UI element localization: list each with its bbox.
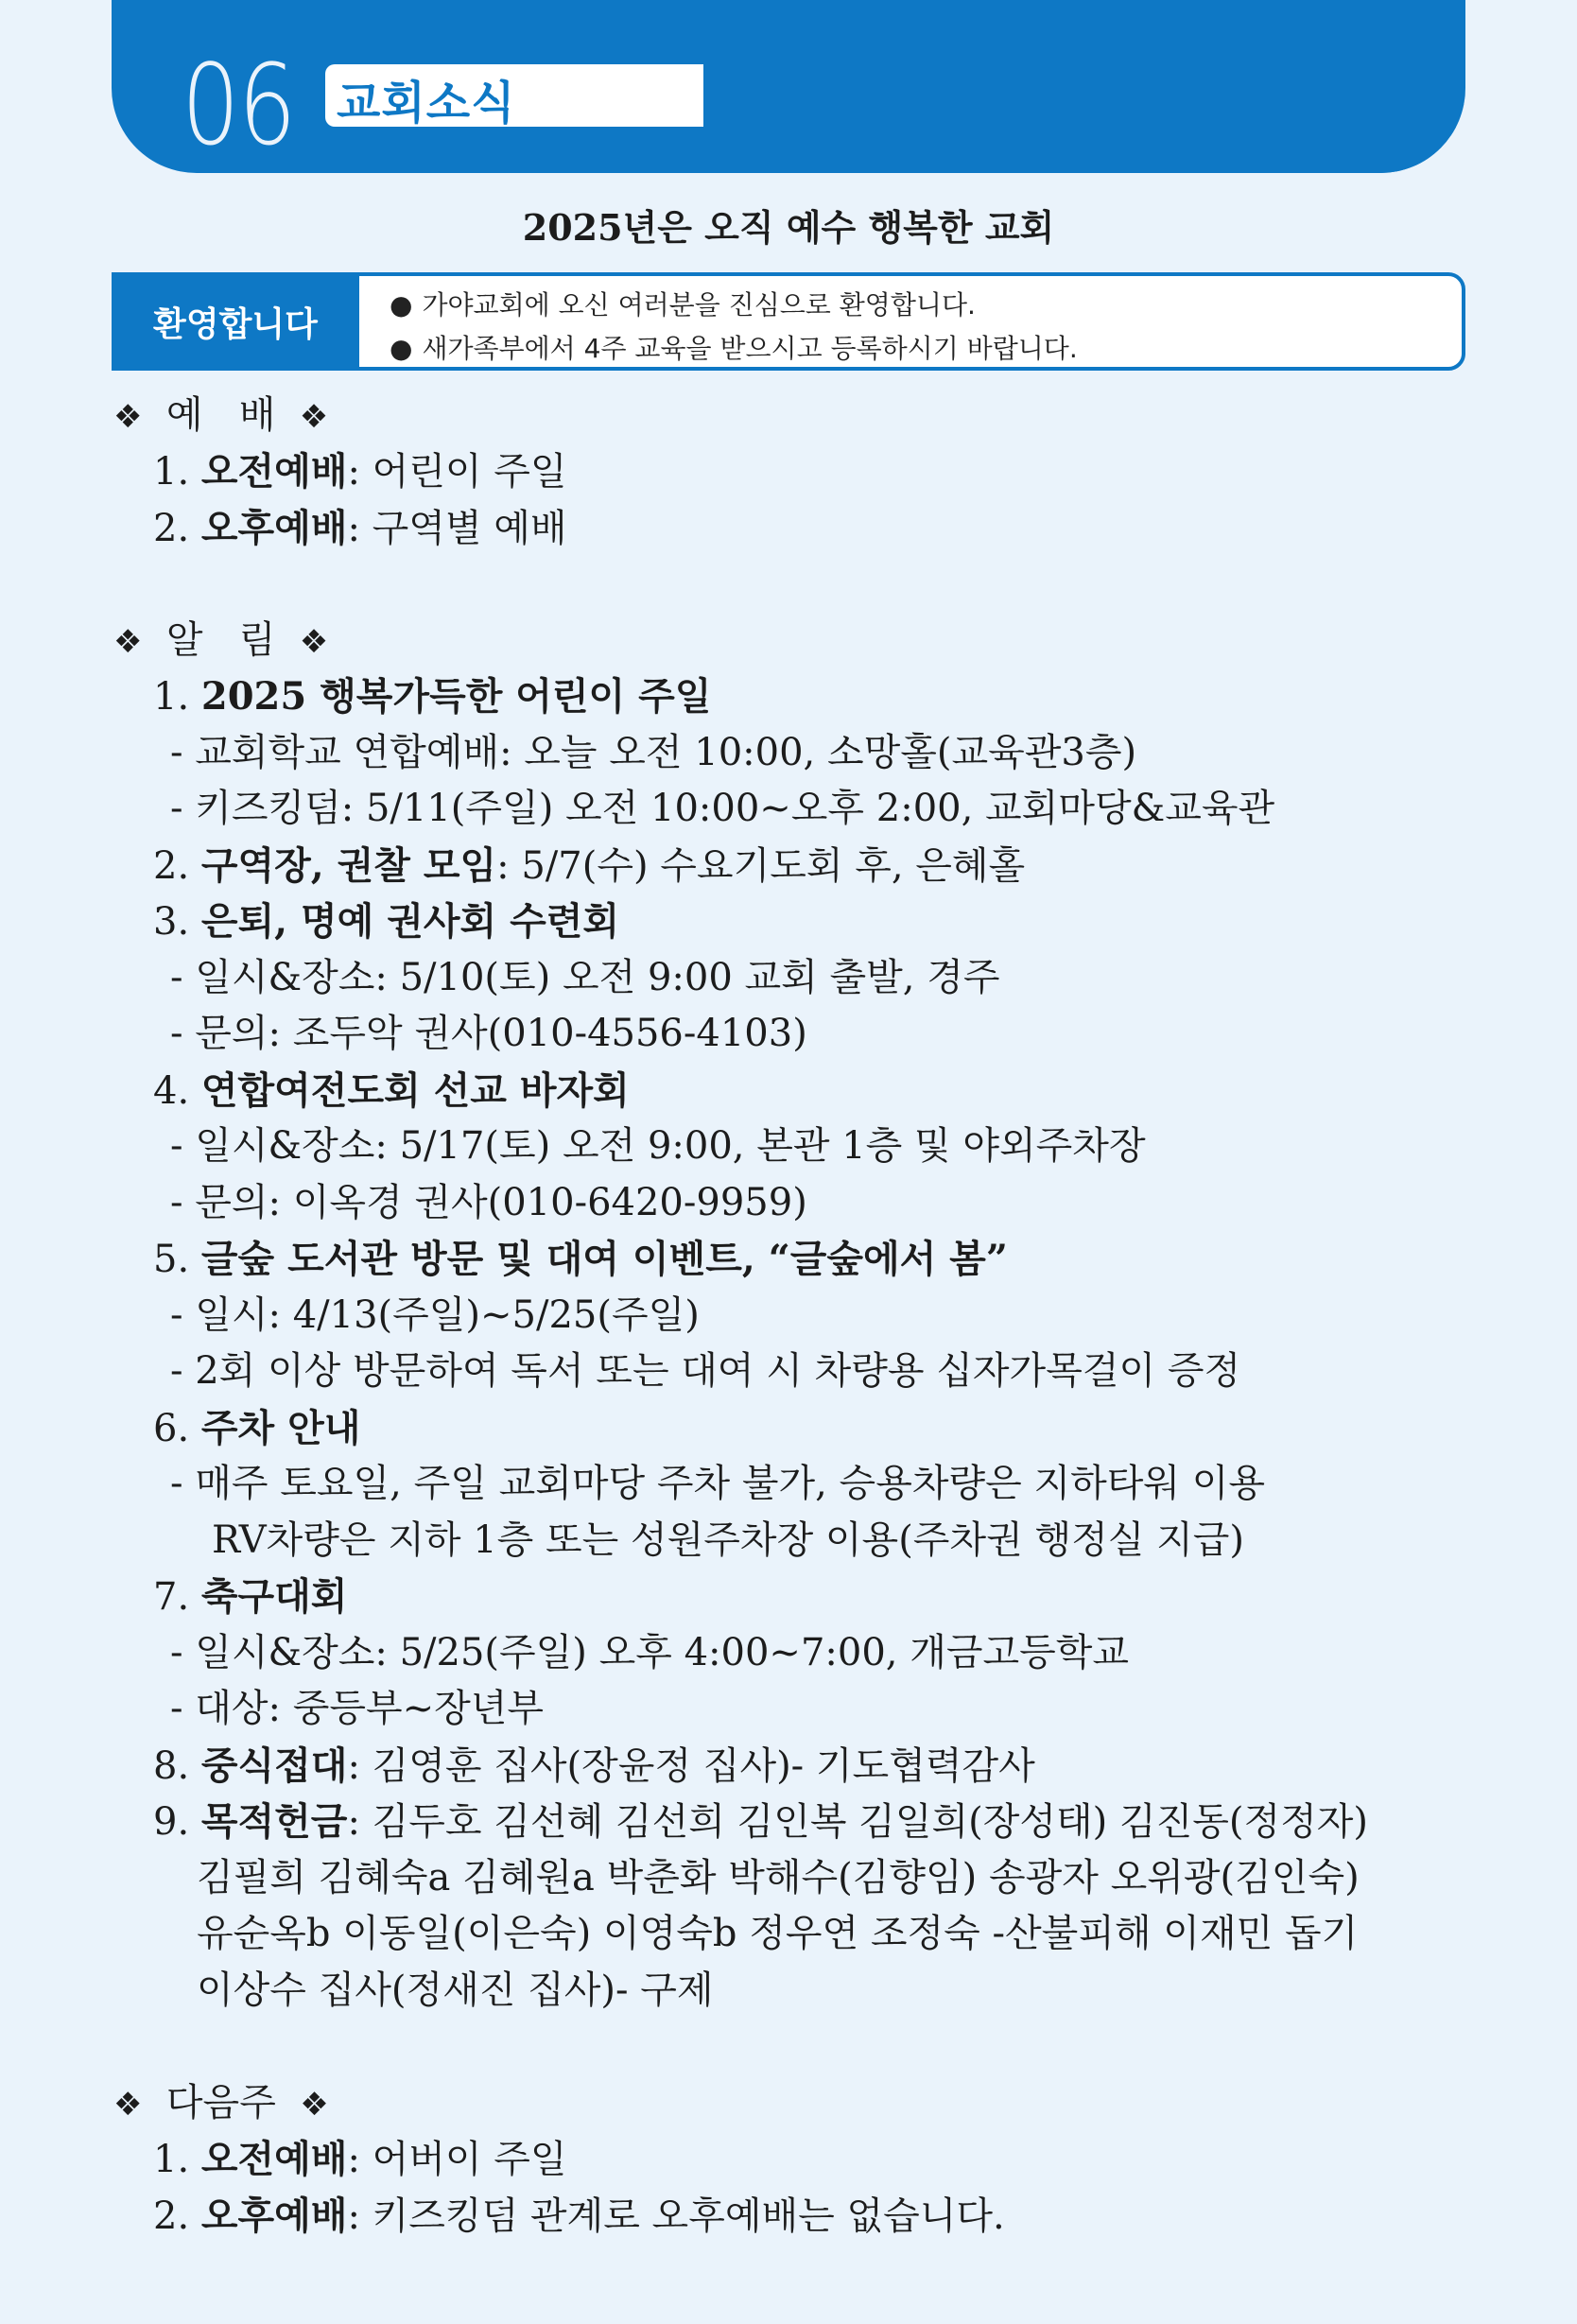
list-subitem: - 일시&장소: 5/17(토) 오전 9:00, 본관 1층 및 야외주차장 [170, 1124, 1146, 1168]
list-subitem: - 2회 이상 방문하여 독서 또는 대여 시 차량용 십자가목걸이 증정 [170, 1349, 1241, 1393]
list-subitem: - 키즈킹덤: 5/11(주일) 오전 10:00~오후 2:00, 교회마당&교육관 [170, 787, 1275, 830]
bullet-icon: ● [390, 333, 413, 364]
welcome-line: ● 새가족부에서 4주 교육을 받으시고 등록하시기 바랍니다. [390, 333, 1078, 364]
list-item: 2. 오후예배: 키즈킹덤 관계로 오후예배는 없습니다. [153, 2193, 1005, 2238]
bullet-icon: ● [390, 289, 413, 321]
list-subitem: - 일시&장소: 5/25(주일) 오후 4:00~7:00, 개금고등학교 [170, 1630, 1130, 1674]
section-title: 교회소식 [337, 77, 516, 130]
list-item: 6. 주차 안내 [153, 1405, 361, 1450]
list-subitem: - 대상: 중등부~장년부 [170, 1687, 545, 1730]
welcome-label: 환영합니다 [112, 272, 359, 371]
diamond-icon: ❖ [299, 623, 329, 661]
notice-content [113, 388, 1475, 2244]
welcome-lines [390, 284, 1078, 371]
list-item: 2. 구역장, 권찰 모임: 5/7(수) 수요기도회 후, 은혜홀 [153, 842, 1026, 888]
list-item: 4. 연합여전도회 선교 바자회 [153, 1067, 630, 1113]
header-tail [703, 64, 1465, 173]
list-item: 2. 오후예배: 구역별 예배 [153, 505, 567, 550]
page-subtitle: 2025년은 오직 예수 행복한 교회 [522, 206, 1055, 249]
list-item-continued: 이상수 집사(정새진 집사)- 구제 [197, 1968, 714, 2012]
list-subitem: - 일시: 4/13(주일)~5/25(주일) [170, 1292, 700, 1337]
list-item: 3. 은퇴, 명예 권사회 수련회 [153, 899, 619, 944]
list-subitem: - 문의: 조두악 권사(010-4556-4103) [170, 1012, 807, 1055]
diamond-icon: ❖ [113, 398, 143, 436]
section-heading-notices: ❖ 알 림 ❖ [113, 618, 329, 662]
list-item: 8. 중식접대: 김영훈 집사(장윤정 집사)- 기도협력감사 [153, 1743, 1035, 1788]
diamond-icon: ❖ [300, 2086, 329, 2124]
section-heading-next: ❖ 다음주 ❖ [113, 2081, 329, 2125]
list-item: 9. 목적헌금: 김두호 김선혜 김선희 김인복 김일희(장성태) 김진동(정정자) [153, 1799, 1368, 1844]
list-item: 7. 축구대회 [153, 1574, 348, 1619]
diamond-icon: ❖ [113, 2086, 143, 2124]
section-header [112, 0, 1465, 173]
list-subitem: - 문의: 이옥경 권사(010-6420-9959) [170, 1180, 807, 1224]
list-subitem: - 매주 토요일, 주일 교회마당 주차 불가, 승용차량은 지하타워 이용 [170, 1462, 1266, 1505]
list-item-continued: 김필희 김혜숙a 김혜원a 박춘화 박해수(김향임) 송광자 오위광(김인숙) [197, 1855, 1360, 1899]
list-subitem: - 일시&장소: 5/10(토) 오전 9:00 교회 출발, 경주 [170, 955, 1000, 999]
list-item: 1. 2025 행복가득한 어린이 주일 [153, 674, 712, 719]
diamond-icon: ❖ [113, 623, 143, 661]
section-number: 06 [182, 40, 295, 170]
list-item: 1. 오전예배: 어버이 주일 [153, 2137, 567, 2181]
diamond-icon: ❖ [299, 398, 329, 436]
list-item: 5. 글숲 도서관 방문 및 대여 이벤트, “글숲에서 봄” [153, 1237, 1008, 1281]
list-subitem-continued: RV차량은 지하 1층 또는 성원주차장 이용(주차권 행정실 지급) [212, 1518, 1244, 1562]
welcome-box [112, 272, 1465, 371]
welcome-line: ● 가야교회에 오신 여러분을 진심으로 환영합니다. [390, 289, 976, 321]
list-subitem: - 교회학교 연합예배: 오늘 오전 10:00, 소망홀(교육관3층) [170, 730, 1137, 774]
list-item-continued: 유순옥b 이동일(이은숙) 이영숙b 정우연 조정숙 -산불피해 이재민 돕기 [197, 1912, 1359, 1955]
list-item: 1. 오전예배: 어린이 주일 [153, 449, 567, 494]
section-heading-worship: ❖ 예 배 ❖ [113, 393, 329, 437]
